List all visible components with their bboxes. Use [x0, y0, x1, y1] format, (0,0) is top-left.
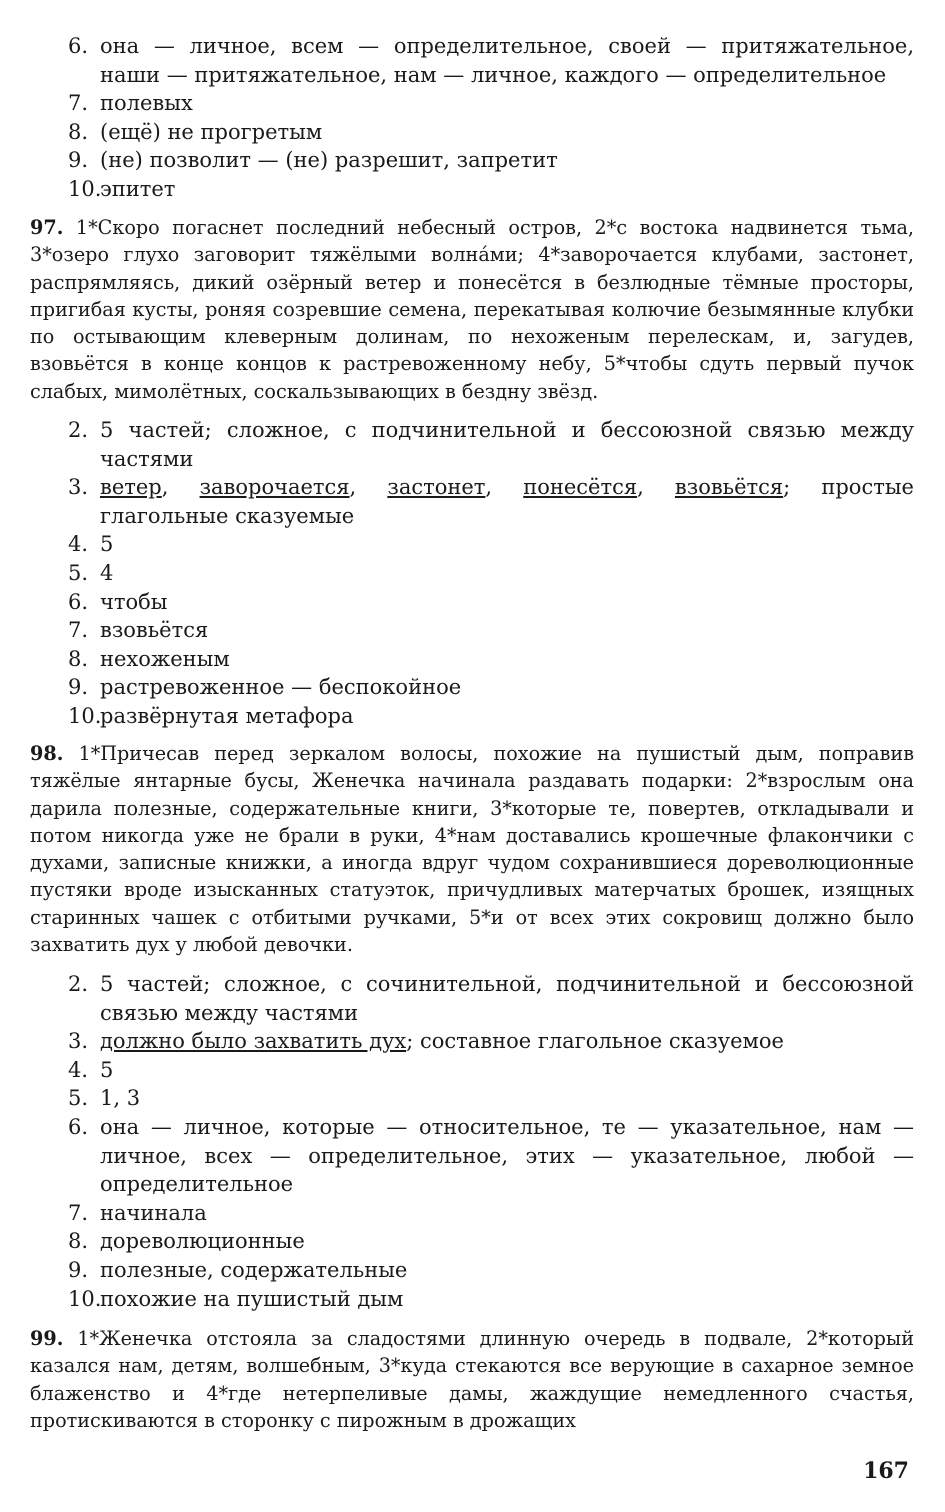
list-item: 2. 5 частей; сложное, с сочинительной, подчинительной и бессоюзной связью между частями: [68, 972, 914, 1025]
list-item: 9. (не) позволит — (не) разрешит, запретит: [68, 148, 558, 173]
list-item: 6. чтобы: [68, 589, 168, 614]
exercise-number: 98.: [30, 742, 64, 765]
underlined-word: понесётся: [523, 475, 638, 500]
list-item: 6. она — личное, которые — относительное, те — указательное, нам — личное, всех — определительное, этих — указательное, любой — определительное: [68, 1114, 914, 1197]
underlined-word: застонет: [387, 475, 486, 500]
page-number: 167: [863, 1458, 909, 1484]
list-item: 3. ветер, заворочается, застонет, понесётся, взовьётся; простые глагольные сказуемые: [68, 475, 914, 528]
underlined-phrase: должно было захватить дух: [100, 1029, 407, 1054]
top-answer-list: [68, 32, 914, 204]
exercise-99-text: 99. 1*Женечка отстояла за сладостями длинную очередь в подвале, 2*который казался нам, детям, волшебным, 3*куда стекаются все верующие в сахарное земное блаженство и 4*где нетерпеливые дамы, жаждущие немедленного счастья, протискиваются в сторонку с пирожным в дрожащих: [30, 1327, 914, 1432]
underlined-word: ветер: [100, 475, 162, 500]
list-item: 3. должно было захватить дух; составное глагольное сказуемое: [68, 1029, 784, 1054]
underlined-word: заворочается: [199, 475, 350, 500]
list-item: 8. дореволюционные: [68, 1229, 305, 1254]
list-item: 10. похожие на пушистый дым: [68, 1286, 404, 1311]
list-item: 10. развёрнутая метафора: [68, 703, 354, 728]
exercise-98-answers: [68, 970, 914, 1313]
list-item: 4. 5: [68, 1057, 114, 1082]
list-item: 10. эпитет: [68, 176, 176, 201]
underlined-word: взовьётся: [674, 475, 784, 500]
list-item: 2. 5 частей; сложное, с подчинительной и бессоюзной связью между частями: [68, 418, 914, 471]
exercise-97-text: 97. 1*Скоро погаснет последний небесный остров, 2*с востока надвинется тьма, 3*озеро глухо заговорит тяжёлыми волна́ми; 4*заворочается клубами, застонет, распрямляясь, дикий озёрный ветер и понесётся в безлюдные тёмные просторы, пригибая кусты, роняя созревшие семена, перекатывая колючие безымянные клубки по остывающим клеверным долинам, по нехоженым перелескам, и, загудев, взовьётся в конце концов к растревоженному небу, 5*чтобы сдуть первый пучок слабых, мимолётных, соскальзывающих в бездну звёзд.: [30, 216, 914, 403]
exercise-number: 97.: [30, 216, 64, 239]
list-item: 8. (ещё) не прогретым: [68, 119, 323, 144]
list-item: 5. 1, 3: [68, 1086, 141, 1111]
list-item: 7. начинала: [68, 1200, 207, 1225]
exercise-98-text: 98. 1*Причесав перед зеркалом волосы, похожие на пушистый дым, поправив тяжёлые янтарные бусы, Женечка начинала раздавать подарки: 2*взрослым она дарила полезные, содержательные книги, 3*которые те, повертев, откладывали и потом никогда уже не брали в руки, 4*нам доставались крошечные флакончики с духами, записные книжки, а иногда вдруг чудом сохранившиеся дореволюционные пустяки вроде изысканных статуэток, причудливых матерчатых брошек, изящных старинных чашек с отбитыми ручками, 5*и от всех этих сокровищ должно было захватить дух у любой девочки.: [30, 742, 914, 957]
list-item: 6. она — личное, всем — определительное, своей — притяжательное, наши — притяжательное, нам — личное, каждого — определительное: [68, 34, 914, 87]
list-item: 7. взовьётся: [68, 618, 209, 643]
list-item: 7. полевых: [68, 91, 193, 116]
list-item: 4. 5: [68, 532, 114, 557]
list-item: 9. растревоженное — беспокойное: [68, 675, 462, 700]
list-item: 8. нехоженым: [68, 646, 230, 671]
list-item: 9. полезные, содержательные: [68, 1257, 408, 1282]
exercise-97-answers: [68, 416, 914, 731]
exercise-number: 99.: [30, 1327, 64, 1350]
list-item: 5. 4: [68, 560, 114, 585]
